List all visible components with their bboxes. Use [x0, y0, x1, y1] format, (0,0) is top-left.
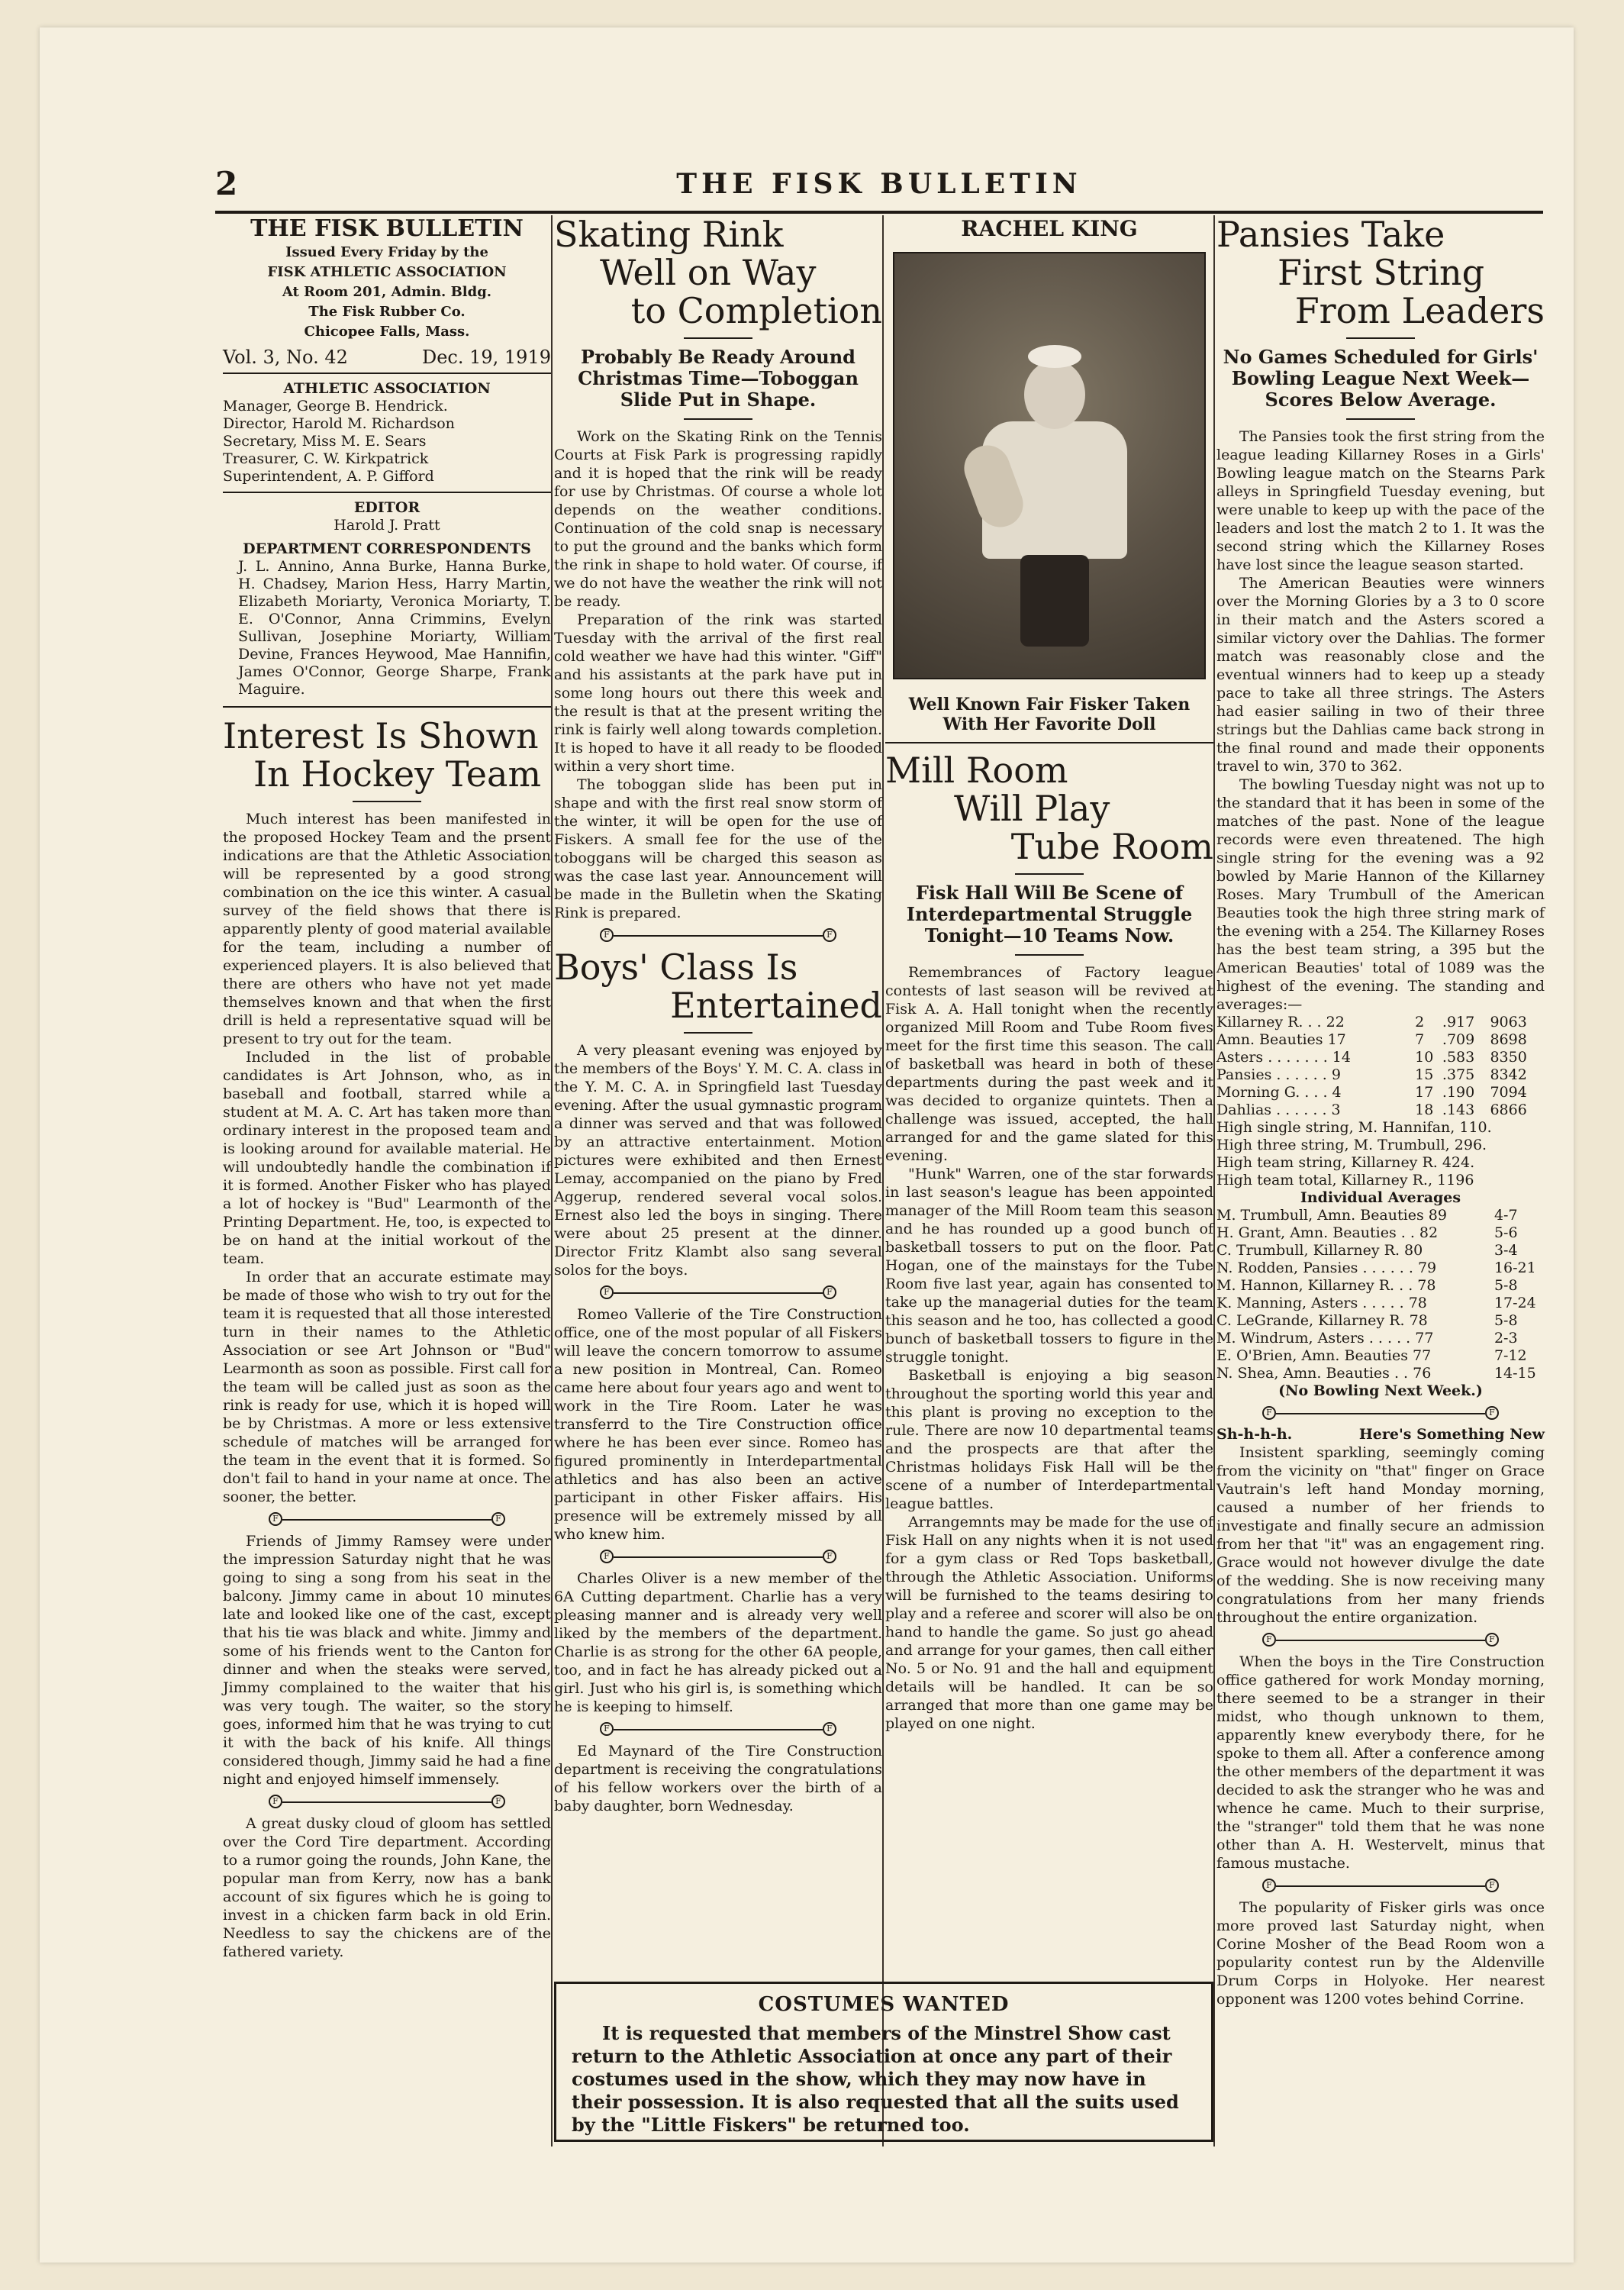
stranger-paragraph: When the boys in the Tire Construction office gathered for work Monday morning, there seemed to be a stranger in their midst, who though unknown to them, apparently knew everybody there, for he spoke to them all. After a conference among the other members of the department it was decided to ask the stranger who he was and whence he came. Much to their surprise, the "stranger" told them that he was none other than A. H. Westervelt, minus that famous mustache.: [1216, 1653, 1545, 1872]
hockey-paragraph-3: In order that an accurate estimate may be made of those who wish to try out for the team it is requested that all those interested turn in their names to the Athletic Association or see Art Johnson or "Bud" Learmonth as soon as possible. First call for the team will be called just as soon as the rink is ready for use, which it is hoped will be by Christmas. A more or less extensive schedule of matches will be arranged for the team in the event that it is formed. So don't fail to hand in your name at once. The sooner, the better.: [223, 1269, 551, 1505]
shh-title-part-2: Here's Something New: [1358, 1426, 1545, 1443]
assoc-title: ATHLETIC ASSOCIATION: [283, 380, 491, 397]
issue-date: Dec. 19, 1919: [421, 347, 551, 368]
separator: F F: [1262, 1879, 1499, 1892]
mill-headline-line-2: Will Play: [954, 788, 1110, 829]
page-header: [215, 165, 1543, 214]
issue-line: [223, 347, 551, 374]
assoc-line-4: Treasurer, C. W. Kirkpatrick: [223, 450, 429, 467]
pansies-subhead: No Games Scheduled for Girls' Bowling League Next Week—Scores Below Average.: [1223, 346, 1539, 411]
assoc-line-5: Superintendent, A. P. Gifford: [223, 468, 434, 485]
hockey-paragraph-1: Much interest has been manifested in the proposed Hockey Team and the prsent indications are that the Athletic Association will be represented by a good strong combination on the ice this winter. A casual survey of the field shows that there is apparently plenty of good material available for the team, including a number of experienced players. It is also believed that there are others who have not yet made themselves known and that when the first drill is held a representative squad will be present to try out for the team.: [223, 811, 551, 1047]
boys-headline-line-1: Boys' Class Is: [554, 947, 798, 988]
table-row: Pansies . . . . . . 9 15 .375 8342: [1216, 1066, 1527, 1083]
assoc-line-2: Director, Harold M. Richardson: [223, 415, 455, 432]
hockey-headline-line-2: In Hockey Team: [253, 753, 542, 795]
shh-title-part-1: Sh-h-h-h.: [1216, 1426, 1293, 1443]
skating-paragraph-1: Work on the Skating Rink on the Tennis Courts at Fisk Park is progressing rapidly and it is hoped that the rink will be ready for use by Christmas. Of course a whole lot depends on the weather conditions. Continuation of the cold snap is necessary to put the ground and the banks which form the rink in shape to hold water. Of course, if we do not have the weather the rink will not be ready.: [554, 428, 882, 610]
table-row: H. Grant, Amn. Beauties . . 82 5-6: [1216, 1224, 1518, 1241]
hockey-paragraph-2: Included in the list of probable candidates is Art Johnson, who, as in baseball and football, starred while a student at M. A. C. Art has taken more than ordinary interest in the proposed team and is looking around for available material. He will undoubtedly handle the combination if it is formed. Another Fisker who has played a lot of hockey is "Bud" Learmonth of the Printing Department. He, too, is expected to be on hand at the initial workout of the team.: [223, 1049, 551, 1267]
table-row: N. Rodden, Pansies . . . . . . 79 16-21: [1216, 1260, 1536, 1276]
table-row: Amn. Beauties 17 7 .709 8698: [1216, 1031, 1527, 1048]
record-line-4: High team total, Killarney R., 1196: [1216, 1172, 1474, 1189]
correspondents-title: DEPARTMENT CORRESPONDENTS: [243, 540, 531, 557]
standings-table: [1216, 1014, 1545, 1119]
mill-headline-line-1: Mill Room: [885, 750, 1068, 791]
averages-title: Individual Averages: [1300, 1189, 1461, 1206]
skating-headline-line-3: to Completion: [630, 290, 882, 331]
mast-line-2: FISK ATHLETIC ASSOCIATION: [267, 264, 507, 280]
table-row: M. Hannon, Killarney R. . . 78 5-8: [1216, 1277, 1518, 1294]
record-line-1: High single string, M. Hannifan, 110.: [1216, 1119, 1492, 1136]
skating-subhead: Probably Be Ready Around Christmas Time—Toboggan Slide Put in Shape.: [578, 346, 859, 411]
mill-paragraph-4: Arrangemnts may be made for the use of Fisk Hall on any nights when it is not used for a gym class or Red Tops basketball, through the Athletic Association. Uniforms will be furnished to the teams desiring to play and a referee and scorer will also be on hand to handle the game. So just go ahead and arrange for your games, then call either No. 5 or No. 91 and the hall and equipment details will be handled. It can be so arranged that more than one game may be played on one night.: [885, 1514, 1213, 1732]
photo-caption: Well Known Fair Fisker Taken With Her Favorite Doll: [908, 695, 1191, 734]
mast-line-1: Issued Every Friday by the: [285, 244, 488, 260]
skating-headline-line-1: Skating Rink: [554, 214, 784, 255]
separator: F F: [600, 928, 836, 942]
mill-paragraph-2: "Hunk" Warren, one of the star forwards in last season's league has been appointed manager of the Mill Room team this season and he has rounded up a good bunch of basketball tossers to put on the floor. Pat Hogan, one of the mainstays for the Tube Room five last year, again has consented to take up the managerial duties for the team this season and he too, has collected a good bunch of basketball tossers to figure in the struggle tonight.: [885, 1166, 1213, 1366]
column-2: [554, 215, 882, 1815]
costumes-title: COSTUMES WANTED: [758, 1993, 1010, 2016]
mast-line-5: Chicopee Falls, Mass.: [304, 324, 470, 340]
volume: Vol. 3, No. 42: [223, 347, 348, 368]
no-bowling-note: (No Bowling Next Week.): [1278, 1382, 1483, 1399]
table-row: Dahlias . . . . . . 3 18 .143 6866: [1216, 1101, 1527, 1118]
table-row: C. Trumbull, Killarney R. 80 3-4: [1216, 1242, 1518, 1259]
page-number: 2: [215, 165, 238, 202]
boys-headline-line-2: Entertained: [670, 985, 882, 1026]
assoc-line-3: Secretary, Miss M. E. Sears: [223, 433, 427, 450]
separator: F F: [1262, 1633, 1499, 1647]
assoc-line-1: Manager, George B. Hendrick.: [223, 398, 448, 414]
costumes-notice: [554, 1982, 1213, 2142]
popularity-paragraph: The popularity of Fisker girls was once more proved last Saturday night, when Corine Mosher of the Bead Room won a popularity contest run by the Aldenville Drum Corps in Holyoke. Her nearest opponent was 1200 votes behind Corrine.: [1216, 1899, 1545, 2008]
column-1: [223, 215, 551, 1961]
separator: F F: [600, 1550, 836, 1563]
hockey-headline-line-1: Interest Is Shown: [223, 715, 539, 756]
pansies-headline-line-1: Pansies Take: [1216, 214, 1445, 255]
ramsey-paragraph: Friends of Jimmy Ramsey were under the impression Saturday night that he was going to sing a song from his seat in the balcony. Jimmy came in about 10 minutes late and looked like one of the cast, except that his tie was black and white. Jimmy and some of his friends went to the Canton for dinner and when the steaks were served, Jimmy complained to the waiter that his was very tough. The waiter, so the story goes, informed him that he was trying to cut it with the back of his knife. All things considered though, Jimmy said he had a fine night and enjoyed himself immensely.: [223, 1533, 551, 1788]
mill-subhead: Fisk Hall Will Be Scene of Interdepartmental Struggle Tonight—10 Teams Now.: [906, 882, 1193, 947]
skating-paragraph-3: The toboggan slide has been put in shape and with the first real snow storm of the winter, it will be open for the use of Fiskers. A small fee for the use of the toboggans will be charged this season as was the case last year. Announcement will be made in the Bulletin when the Skating Rink is prepared.: [554, 776, 882, 921]
maynard-paragraph: Ed Maynard of the Tire Construction department is receiving the congratulations of his fellow workers over the birth of a baby daughter, born Wednesday.: [554, 1743, 882, 1814]
table-row: K. Manning, Asters . . . . . 78 17-24: [1216, 1295, 1536, 1311]
skating-paragraph-2: Preparation of the rink was started Tuesday with the arrival of the first real cold weather we have had this winter. "Giff" and his assistants at the park have put in some long hours out there this week and the result is that at the present writing the rink is fairly well along towards completion. It is hoped to have it all ready to be flooded within a very short time.: [554, 611, 882, 775]
editor-name: Harold J. Pratt: [334, 517, 440, 534]
table-row: C. LeGrande, Killarney R. 78 5-8: [1216, 1312, 1518, 1329]
oliver-paragraph: Charles Oliver is a new member of the 6A Cutting department. Charlie has a very pleasing manner and is already very well liked by the members of the department. Charlie is as strong for the other 6A people, too, and in fact he has already picked out a girl. Just who his girl is, is something which he is keeping to himself.: [554, 1570, 882, 1715]
column-rule-2: [882, 215, 884, 2146]
table-row: Morning G. . . . 4 17 .190 7094: [1216, 1084, 1527, 1101]
romeo-paragraph: Romeo Vallerie of the Tire Construction office, one of the most popular of all Fiskers will leave the concern tomorrow to assume a new position in Montreal, Can. Romeo came here about four years ago and went to work in the Tire Room. Later he was transferrd to the Tire Construction office where he has been ever since. Romeo has figured prominently in Interdepartmental athletics and has also been an active participant in other Fisker affairs. His presence will be extremely missed by all who knew him.: [554, 1306, 882, 1543]
table-row: N. Shea, Amn. Beauties . . 76 14-15: [1216, 1365, 1536, 1382]
separator: F F: [600, 1285, 836, 1299]
table-row: Killarney R. . . 22 2 .917 9063: [1216, 1014, 1527, 1030]
averages-table: [1216, 1207, 1545, 1382]
record-line-2: High three string, M. Trumbull, 296.: [1216, 1137, 1487, 1153]
mast-line-3: At Room 201, Admin. Bldg.: [282, 284, 492, 300]
photo-rachel-king: [893, 252, 1206, 679]
column-3: [885, 215, 1213, 1733]
editor-title: EDITOR: [353, 499, 420, 516]
table-row: E. O'Brien, Amn. Beauties 77 7-12: [1216, 1347, 1527, 1364]
separator: F F: [269, 1795, 505, 1808]
record-line-3: High team string, Killarney R. 424.: [1216, 1154, 1475, 1171]
correspondents-list: J. L. Annino, Anna Burke, Hanna Burke, H. Chadsey, Marion Hess, Harry Martin, Elizabeth Moriarty, Veronica Moriarty, T. E. O'Connor, Anna Crimmins, Evelyn Sullivan, Josephine Moriarty, William Devine, Frances Heywood, Mae Hannifin, James O'Connor, George Sharpe, Frank Maguire.: [238, 558, 551, 698]
mill-headline-line-3: Tube Room: [1010, 826, 1213, 867]
separator: F F: [600, 1722, 836, 1736]
masthead: THE FISK BULLETIN: [676, 168, 1082, 200]
newspaper-sheet: [40, 27, 1574, 2263]
table-row: Asters . . . . . . . 14 10 .583 8350: [1216, 1049, 1527, 1066]
column-rule-1: [551, 215, 553, 2146]
mast-title: THE FISK BULLETIN: [250, 215, 524, 242]
pansies-headline-line-3: From Leaders: [1294, 290, 1545, 331]
column-rule-3: [1213, 215, 1215, 2146]
boys-paragraph: A very pleasant evening was enjoyed by the members of the Boys' Y. M. C. A. class in the Y. M. C. A. in Springfield last Tuesday evening. After the usual gymnastic program a dinner was served and that was followed by an attractive entertainment. Motion pictures were exhibited and then Ernest Lemay, accompanied on the piano by Fred Aggerup, rendered several vocal solos. Ernest also led the boys in singing. There were about 25 present at the dinner. Director Fritz Klambt also sang several solos for the boys.: [554, 1042, 882, 1279]
pansies-headline-line-2: First String: [1278, 252, 1485, 293]
shh-paragraph: Insistent sparkling, seemingly coming from the vicinity on "that" finger on Grace Vautrain's left hand Monday morning, caused a number of her friends to investigate and finally secure an admission from her that "it" was an engagement ring. Grace would not however divulge the date of the wedding. She is now receiving many congratulations from her many friends throughout the entire organization.: [1216, 1444, 1545, 1626]
separator: F F: [269, 1512, 505, 1526]
skating-headline-line-2: Well on Way: [600, 252, 817, 293]
shh-title: [1216, 1426, 1545, 1443]
mast-line-4: The Fisk Rubber Co.: [308, 304, 466, 320]
mill-paragraph-1: Remembrances of Factory league contests of last season will be revived at Fisk A. A. Hall tonight when the recently organized Mill Room and Tube Room fives meet for the first time this season. The call of basketball was heard in both of these departments during the past week and it was decided to organize quintets. Then a challenge was issued, accepted, the hall arranged for and the game slated for this evening.: [885, 964, 1213, 1164]
separator: F F: [1262, 1406, 1499, 1420]
pansies-paragraph-2: The American Beauties were winners over the Morning Glories by a 3 to 0 score in their match and the Asters scored a similar victory over the Dahlias. The former match was reasonably close and the eventual winners had to keep up a steady pace to take all three strings. The Asters had easier sailing in two of their three strings but the Dahlias came back strong in the final round and made their opponents travel to win, 370 to 362.: [1216, 575, 1545, 775]
photo-title: RACHEL KING: [961, 216, 1138, 241]
pansies-paragraph-3: The bowling Tuesday night was not up to the standard that it has been in some of the matches of the past. None of the league records were even threatened. The high single string for the evening was a 92 bowled by Marie Hannon of the Killarney Roses. Mary Trumbull of the American Beauties took the high three string mark of the evening with a 254. The Killarney Roses has the best team string, a 395 but the American Beauties' total of 1089 was the highest of the evening. The standing and averages:—: [1216, 776, 1545, 1013]
costumes-text: It is requested that members of the Minstrel Show cast return to the Athletic Association at once any part of their costumes used in the show, which they may now have in their possession. It is also requested that all the suits used by the "Little Fiskers" be returned too.: [572, 2022, 1179, 2136]
gloom-paragraph: A great dusky cloud of gloom has settled over the Cord Tire department. According to a rumor going the rounds, John Kane, the popular man from Kerry, now has a bank account of six figures which he is going to invest in a chicken farm back in old Erin. Needless to say the chickens are of the fathered variety.: [223, 1815, 551, 1960]
pansies-paragraph-1: The Pansies took the first string from the league leading Killarney Roses in a Girls' Bowling league match on the Stearns Park alleys in Springfield Tuesday evening, but were unable to keep up with the pace of the leaders and lost the match 2 to 1. It was the second string which the Killarney Roses have lost since the league season started.: [1216, 428, 1545, 573]
table-row: M. Trumbull, Amn. Beauties 89 4-7: [1216, 1207, 1518, 1224]
table-row: M. Windrum, Asters . . . . . 77 2-3: [1216, 1330, 1518, 1347]
mill-paragraph-3: Basketball is enjoying a big season throughout the sporting world this year and this plant is proving no exception to the rule. There are now 10 departmental teams and the prospects are that after the Christmas holidays Fisk Hall will be the scene of a number of Interdepartmental league battles.: [885, 1367, 1213, 1512]
column-4: [1216, 215, 1545, 2008]
